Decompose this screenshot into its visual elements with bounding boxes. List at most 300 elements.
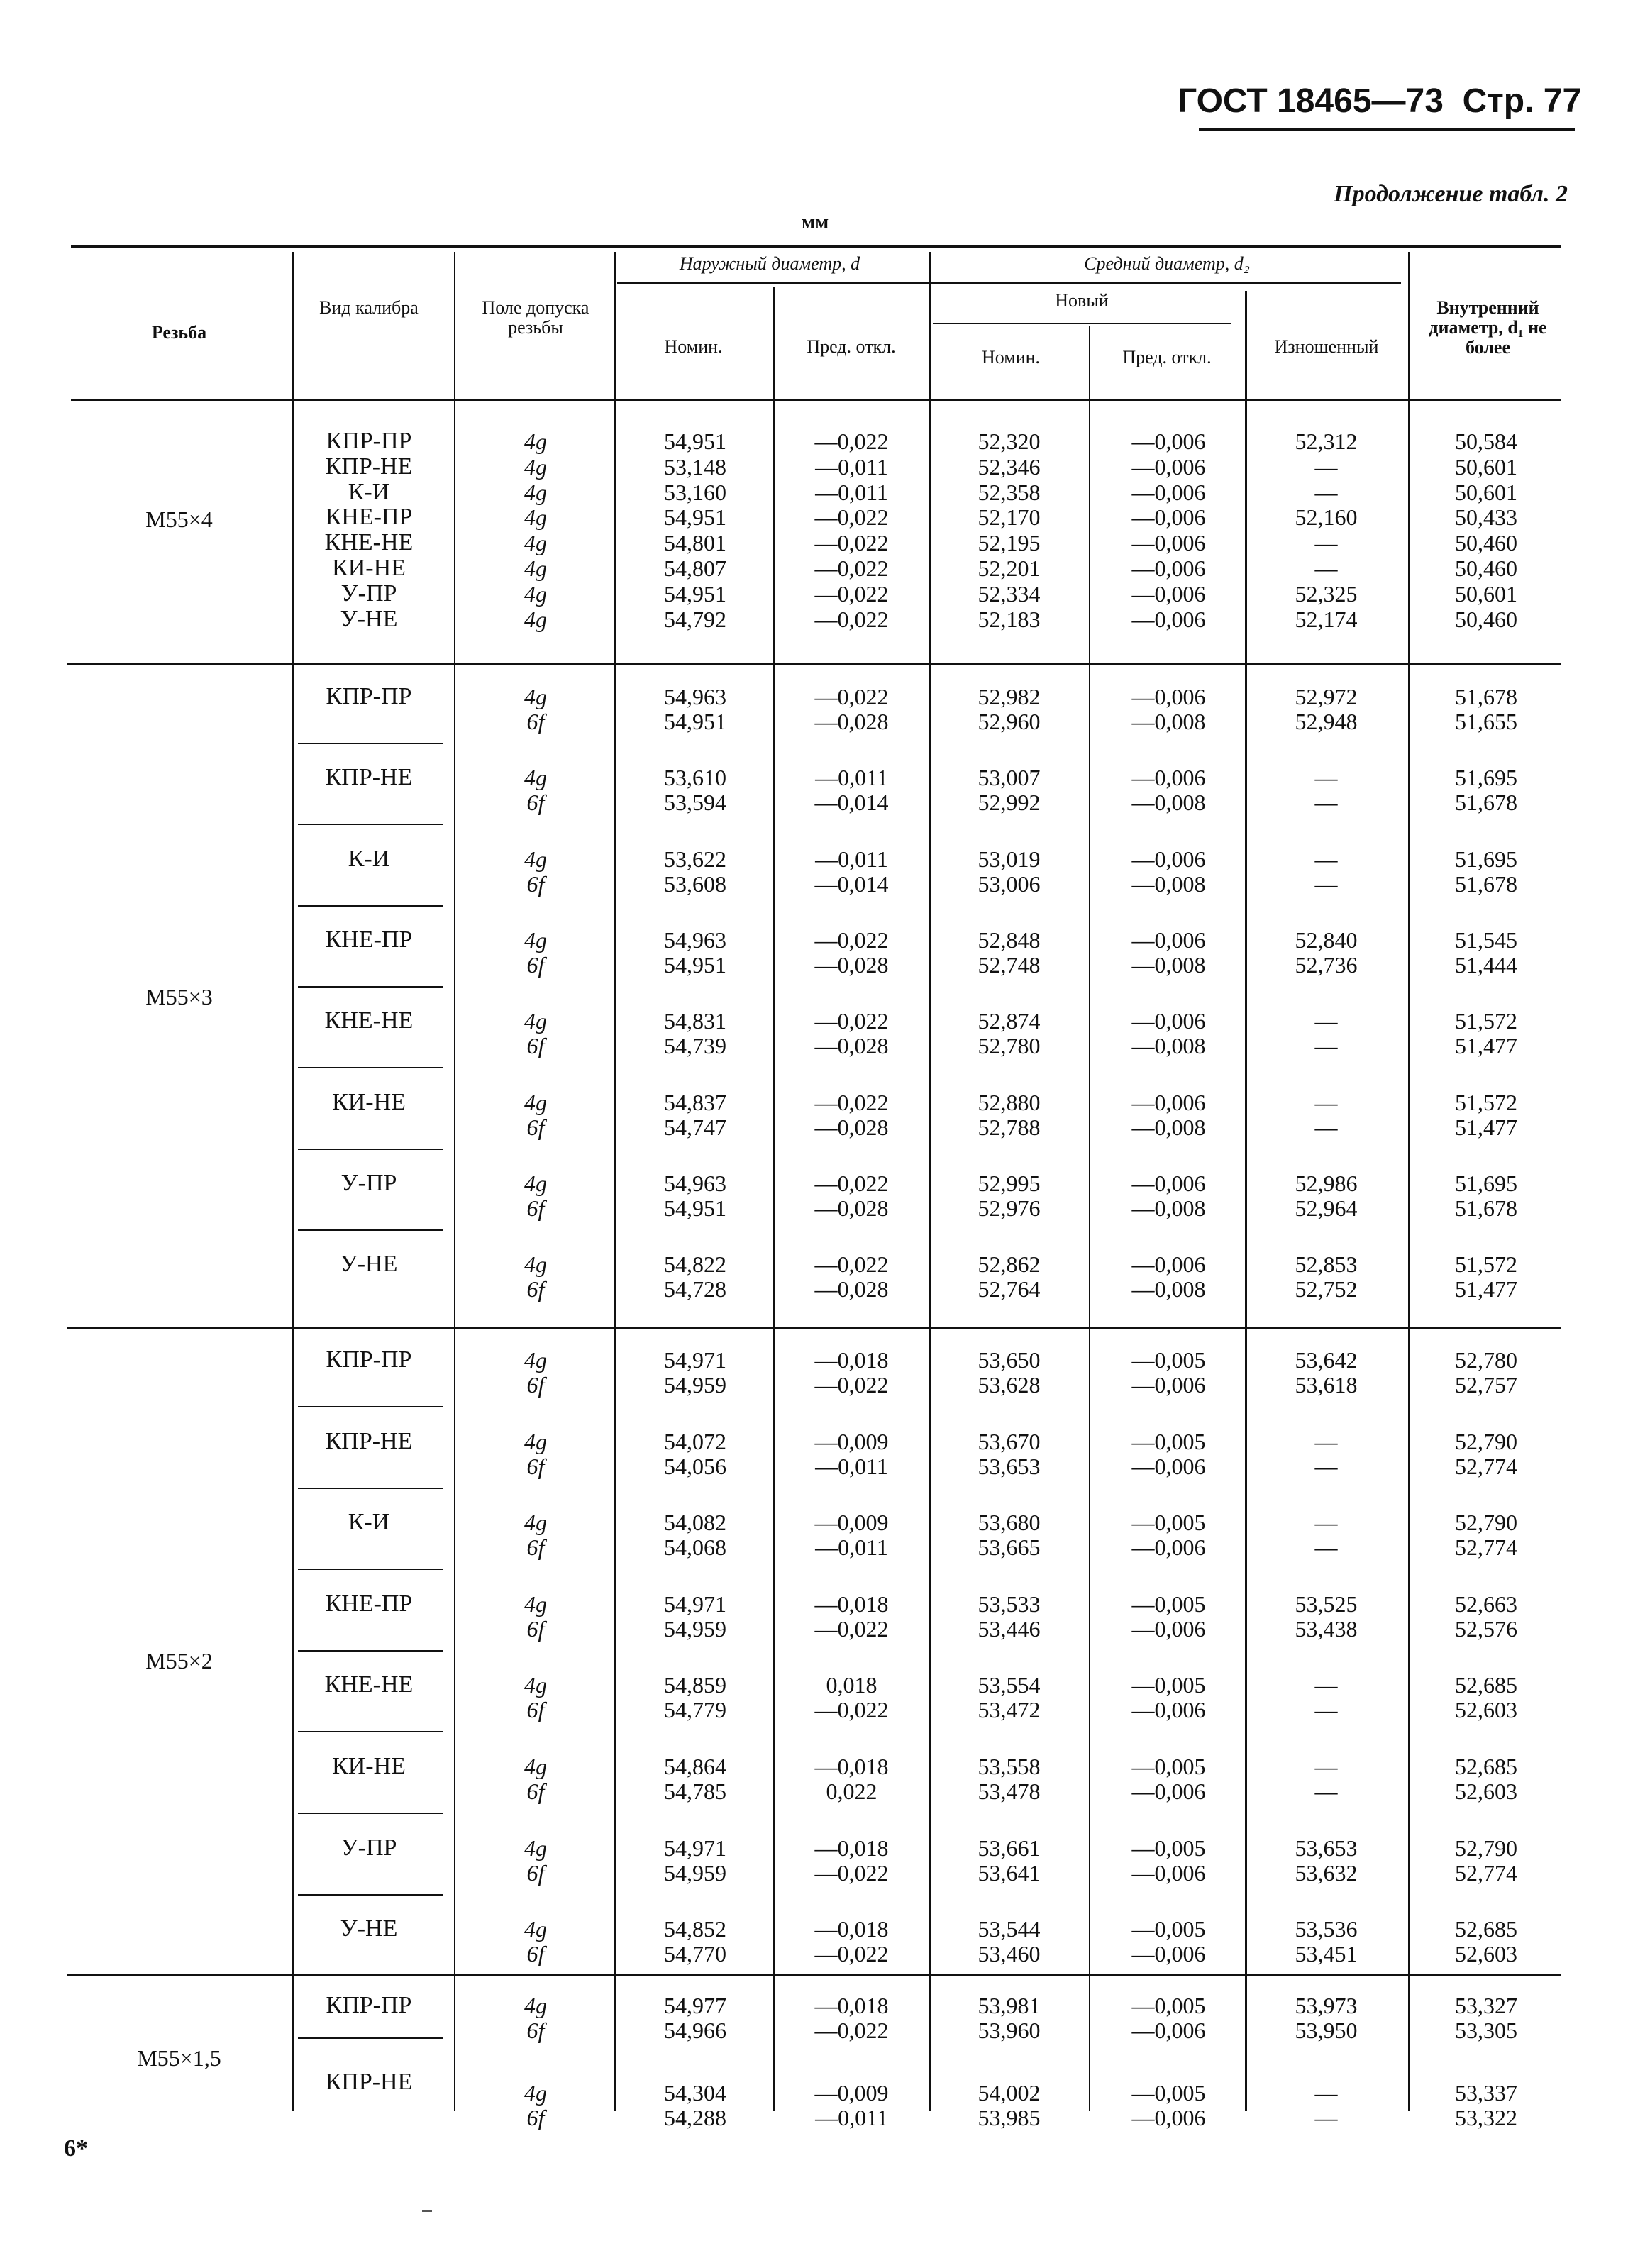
d-deviation-cell: —0,018 bbox=[814, 1754, 889, 1779]
d1-cell: 51,477 bbox=[1455, 1033, 1517, 1059]
d-deviation-cell: —0,009 bbox=[814, 1428, 889, 1454]
d-nominal-cell: 54,951 bbox=[664, 951, 726, 978]
d-deviation-cell: —0,022 bbox=[814, 1170, 889, 1196]
worn-cell: 52,948 bbox=[1295, 709, 1358, 734]
d1-cell: 52,780 bbox=[1455, 1347, 1517, 1373]
d2-nominal-cell: 53,641 bbox=[978, 1859, 1041, 1886]
d2-deviation-cell: —0,006 bbox=[1131, 1170, 1206, 1196]
d1-cell: 51,655 bbox=[1455, 709, 1517, 734]
d-nominal-cell: 54,785 bbox=[664, 1779, 726, 1804]
d2-nominal-cell: 53,960 bbox=[978, 2018, 1041, 2043]
d2-deviation-cell: —0,008 bbox=[1131, 709, 1206, 734]
d-deviation-cell: 0,018 bbox=[826, 1672, 877, 1698]
tolerance-cell: 6f bbox=[526, 1372, 545, 1398]
tolerance-cell: 4g bbox=[524, 530, 547, 556]
d2-nominal-cell: 53,680 bbox=[978, 1510, 1041, 1536]
gauge-divider bbox=[298, 1406, 443, 1407]
d1-cell: 52,757 bbox=[1455, 1372, 1517, 1398]
d-deviation-cell: —0,022 bbox=[814, 1697, 889, 1723]
d1-cell: 53,327 bbox=[1455, 1993, 1517, 2018]
d-nominal-cell: 54,977 bbox=[664, 1993, 726, 2018]
worn-cell: — bbox=[1314, 555, 1338, 581]
vline-7 bbox=[1245, 291, 1247, 2111]
d-deviation-cell: —0,022 bbox=[814, 1372, 889, 1398]
table-continuation: Продолжение табл. 2 bbox=[1334, 181, 1568, 207]
d-deviation-cell: —0,018 bbox=[814, 1993, 889, 2018]
d2-nominal-cell: 53,628 bbox=[978, 1372, 1041, 1398]
d2-nominal-cell: 52,748 bbox=[978, 951, 1041, 978]
gauge-divider bbox=[298, 2037, 443, 2039]
gauge-type-cell: К-И bbox=[348, 845, 390, 872]
worn-cell: 52,736 bbox=[1295, 951, 1358, 978]
d2-nominal-cell: 53,544 bbox=[978, 1916, 1041, 1942]
d1-cell: 52,685 bbox=[1455, 1672, 1517, 1698]
gauge-type-cell: У-НЕ bbox=[340, 1251, 398, 1278]
d1-cell: 52,603 bbox=[1455, 1697, 1517, 1723]
d-nominal-cell: 54,056 bbox=[664, 1453, 726, 1479]
d2-deviation-cell: —0,008 bbox=[1131, 1033, 1206, 1059]
d2-deviation-cell: —0,005 bbox=[1131, 2080, 1206, 2106]
page-header bbox=[1178, 82, 1581, 121]
gauge-type-cell: КПР-НЕ bbox=[325, 2069, 413, 2095]
d2-nominal-cell: 53,533 bbox=[978, 1591, 1041, 1617]
gauge-type-cell: КПР-НЕ bbox=[325, 764, 413, 791]
d1-cell: 52,790 bbox=[1455, 1835, 1517, 1861]
d2-deviation-cell: —0,006 bbox=[1131, 1251, 1206, 1278]
d-deviation-cell: —0,014 bbox=[814, 790, 889, 816]
d1-cell: 51,678 bbox=[1455, 684, 1517, 709]
d-nominal-cell: 53,622 bbox=[664, 846, 726, 872]
worn-cell: 53,618 bbox=[1295, 1372, 1358, 1398]
vline-6 bbox=[1089, 326, 1090, 2111]
d1-cell: 50,584 bbox=[1455, 428, 1517, 454]
d-deviation-cell: —0,022 bbox=[814, 580, 889, 607]
tolerance-cell: 4g bbox=[524, 504, 547, 531]
worn-cell: — bbox=[1314, 1697, 1338, 1723]
d-nominal-cell: 54,966 bbox=[664, 2018, 726, 2043]
d1-cell: 51,678 bbox=[1455, 870, 1517, 897]
d2-deviation-cell: —0,006 bbox=[1131, 1779, 1206, 1804]
d-deviation-cell: —0,022 bbox=[814, 1089, 889, 1115]
tolerance-cell: 6f bbox=[526, 870, 545, 897]
vline-8 bbox=[1408, 252, 1410, 2111]
gauge-type-cell: КНЕ-НЕ bbox=[324, 1007, 414, 1034]
d2-nominal-cell: 52,862 bbox=[978, 1251, 1041, 1278]
gauge-divider bbox=[298, 824, 443, 825]
d2-nominal-cell: 53,007 bbox=[978, 765, 1041, 791]
d2-nominal-cell: 53,554 bbox=[978, 1672, 1041, 1698]
d2-deviation-cell: —0,006 bbox=[1131, 1941, 1206, 1967]
d2-deviation-cell: —0,005 bbox=[1131, 1754, 1206, 1779]
worn-cell: 52,160 bbox=[1295, 504, 1358, 531]
d-nominal-cell: 54,739 bbox=[664, 1033, 726, 1059]
d2-deviation-cell: —0,006 bbox=[1131, 1089, 1206, 1115]
d-nominal-cell: 53,148 bbox=[664, 453, 726, 480]
gauge-divider bbox=[298, 1488, 443, 1489]
d2-deviation-cell: —0,006 bbox=[1131, 1534, 1206, 1561]
d2-deviation-cell: —0,005 bbox=[1131, 1347, 1206, 1373]
d2-nominal-cell: 52,848 bbox=[978, 926, 1041, 953]
worn-cell: 52,972 bbox=[1295, 684, 1358, 709]
d1-cell: 52,790 bbox=[1455, 1510, 1517, 1536]
vline-2 bbox=[454, 252, 455, 2111]
gost-number: ГОСТ 18465—73 bbox=[1178, 82, 1444, 120]
d-deviation-cell: —0,028 bbox=[814, 709, 889, 734]
d-nominal-cell: 54,082 bbox=[664, 1510, 726, 1536]
d-deviation-cell: —0,028 bbox=[814, 1195, 889, 1221]
gauge-type-cell: КНЕ-ПР bbox=[325, 926, 413, 953]
worn-cell: — bbox=[1314, 1008, 1338, 1034]
tolerance-cell: 4g bbox=[524, 1428, 547, 1454]
worn-cell: — bbox=[1314, 1754, 1338, 1779]
page-footnote: 6* bbox=[64, 2135, 88, 2162]
col-d-limit-deviation: Пред. откл. bbox=[807, 336, 896, 357]
d2-nominal-cell: 52,346 bbox=[978, 453, 1041, 480]
d1-cell: 51,477 bbox=[1455, 1276, 1517, 1302]
d-nominal-cell: 54,792 bbox=[664, 606, 726, 632]
worn-cell: — bbox=[1314, 453, 1338, 480]
worn-cell: — bbox=[1314, 790, 1338, 816]
d1-cell: 52,685 bbox=[1455, 1916, 1517, 1942]
worn-cell: 53,632 bbox=[1295, 1859, 1358, 1886]
d2-deviation-cell: —0,006 bbox=[1131, 530, 1206, 556]
d2-deviation-cell: —0,005 bbox=[1131, 1672, 1206, 1698]
gauge-divider bbox=[298, 1650, 443, 1652]
d-nominal-cell: 54,864 bbox=[664, 1754, 726, 1779]
gauge-type-cell: У-ПР bbox=[340, 580, 397, 607]
gauge-type-cell: КПР-ПР bbox=[326, 683, 412, 709]
worn-cell: 53,950 bbox=[1295, 2018, 1358, 2043]
tolerance-cell: 4g bbox=[524, 1008, 547, 1034]
col-pitch-diameter: Средний диаметр, d₂ bbox=[1084, 253, 1250, 274]
d-nominal-cell: 54,068 bbox=[664, 1534, 726, 1561]
d1-cell: 50,601 bbox=[1455, 453, 1517, 480]
tolerance-cell: 6f bbox=[526, 1615, 545, 1642]
new-rule bbox=[933, 323, 1231, 324]
tolerance-cell: 4g bbox=[524, 1170, 547, 1196]
d-deviation-cell: —0,022 bbox=[814, 684, 889, 709]
tolerance-cell: 4g bbox=[524, 1089, 547, 1115]
d1-cell: 51,572 bbox=[1455, 1251, 1517, 1278]
d-nominal-cell: 54,963 bbox=[664, 684, 726, 709]
tolerance-cell: 4g bbox=[524, 606, 547, 632]
d1-cell: 52,774 bbox=[1455, 1534, 1517, 1561]
d-nominal-cell: 54,837 bbox=[664, 1089, 726, 1115]
d-nominal-cell: 54,072 bbox=[664, 1428, 726, 1454]
print-mark bbox=[422, 2210, 432, 2212]
d1-cell: 52,603 bbox=[1455, 1941, 1517, 1967]
d-deviation-cell: —0,022 bbox=[814, 606, 889, 632]
d2-deviation-cell: —0,006 bbox=[1131, 1615, 1206, 1642]
d1-cell: 53,305 bbox=[1455, 2018, 1517, 2043]
d-nominal-cell: 54,747 bbox=[664, 1114, 726, 1140]
d2-deviation-cell: —0,006 bbox=[1131, 428, 1206, 454]
tolerance-cell: 6f bbox=[526, 1697, 545, 1723]
worn-cell: 52,853 bbox=[1295, 1251, 1358, 1278]
d-deviation-cell: —0,011 bbox=[815, 846, 888, 872]
d2-deviation-cell: —0,005 bbox=[1131, 1510, 1206, 1536]
d2-nominal-cell: 53,478 bbox=[978, 1779, 1041, 1804]
d-deviation-cell: —0,009 bbox=[814, 2080, 889, 2106]
worn-cell: 53,438 bbox=[1295, 1615, 1358, 1642]
d-deviation-cell: —0,011 bbox=[815, 2105, 888, 2130]
worn-cell: — bbox=[1314, 1779, 1338, 1804]
d1-cell: 51,545 bbox=[1455, 926, 1517, 953]
gauge-type-cell: КНЕ-НЕ bbox=[324, 1671, 414, 1698]
tolerance-cell: 6f bbox=[526, 1114, 545, 1140]
d1-cell: 50,601 bbox=[1455, 479, 1517, 505]
worn-cell: — bbox=[1314, 1033, 1338, 1059]
worn-cell: — bbox=[1314, 765, 1338, 791]
tolerance-cell: 4g bbox=[524, 453, 547, 480]
d-deviation-cell: —0,028 bbox=[814, 951, 889, 978]
d1-cell: 52,774 bbox=[1455, 1453, 1517, 1479]
col-outer-diameter: Наружный диаметр, d bbox=[679, 253, 860, 274]
d2-deviation-cell: —0,005 bbox=[1131, 1835, 1206, 1861]
d2-nominal-cell: 53,670 bbox=[978, 1428, 1041, 1454]
d2-nominal-cell: 52,992 bbox=[978, 790, 1041, 816]
gauge-divider bbox=[298, 905, 443, 907]
d1-cell: 50,433 bbox=[1455, 504, 1517, 531]
d1-cell: 53,322 bbox=[1455, 2105, 1517, 2130]
d2-nominal-cell: 53,985 bbox=[978, 2105, 1041, 2130]
col-worn: Изношенный bbox=[1274, 336, 1379, 357]
gauge-divider bbox=[298, 1813, 443, 1814]
tolerance-cell: 4g bbox=[524, 1347, 547, 1373]
d2-nominal-cell: 53,981 bbox=[978, 1993, 1041, 2018]
header-rule bbox=[1199, 128, 1575, 131]
d2-nominal-cell: 52,201 bbox=[978, 555, 1041, 581]
gauge-type-cell: КИ-НЕ bbox=[332, 1753, 406, 1779]
worn-cell: — bbox=[1314, 1453, 1338, 1479]
tolerance-cell: 4g bbox=[524, 926, 547, 953]
d-nominal-cell: 54,831 bbox=[664, 1008, 726, 1034]
d-deviation-cell: —0,022 bbox=[814, 926, 889, 953]
col-tolerance-field: Поле допуска резьбы bbox=[482, 297, 589, 338]
d2-nominal-cell: 52,334 bbox=[978, 580, 1041, 607]
d2-nominal-cell: 53,019 bbox=[978, 846, 1041, 872]
d1-cell: 51,572 bbox=[1455, 1008, 1517, 1034]
thread-label: M55×2 bbox=[145, 1648, 213, 1674]
d-nominal-cell: 54,963 bbox=[664, 926, 726, 953]
worn-cell: — bbox=[1314, 2080, 1338, 2106]
d2-deviation-cell: —0,005 bbox=[1131, 1916, 1206, 1942]
col-new: Новый bbox=[1055, 290, 1109, 311]
d2-deviation-cell: —0,005 bbox=[1131, 1993, 1206, 2018]
gauge-divider bbox=[298, 743, 443, 744]
d2-nominal-cell: 52,183 bbox=[978, 606, 1041, 632]
tolerance-cell: 6f bbox=[526, 951, 545, 978]
worn-cell: 53,973 bbox=[1295, 1993, 1358, 2018]
gauge-type-cell: КИ-НЕ bbox=[332, 1088, 406, 1115]
d2-deviation-cell: —0,008 bbox=[1131, 1276, 1206, 1302]
gauge-type-cell: У-НЕ bbox=[340, 1915, 398, 1942]
worn-cell: 53,451 bbox=[1295, 1941, 1358, 1967]
d-deviation-cell: —0,022 bbox=[814, 504, 889, 531]
gauge-type-cell: К-И bbox=[348, 478, 390, 505]
d2-deviation-cell: —0,006 bbox=[1131, 1008, 1206, 1034]
d2-deviation-cell: —0,006 bbox=[1131, 453, 1206, 480]
d1-cell: 50,460 bbox=[1455, 530, 1517, 556]
d1-cell: 52,663 bbox=[1455, 1591, 1517, 1617]
tolerance-cell: 4g bbox=[524, 1835, 547, 1861]
group-rule-2 bbox=[67, 1327, 1561, 1329]
col-gauge-type: Вид калибра bbox=[319, 297, 419, 318]
d-deviation-cell: —0,022 bbox=[814, 530, 889, 556]
d2-nominal-cell: 52,788 bbox=[978, 1114, 1041, 1140]
d1-cell: 51,695 bbox=[1455, 765, 1517, 791]
gauge-divider bbox=[298, 1067, 443, 1068]
d2-nominal-cell: 53,472 bbox=[978, 1697, 1041, 1723]
tolerance-cell: 4g bbox=[524, 1251, 547, 1278]
worn-cell: — bbox=[1314, 1672, 1338, 1698]
group-rule-3 bbox=[67, 1974, 1561, 1976]
worn-cell: — bbox=[1314, 870, 1338, 897]
gauge-divider bbox=[298, 986, 443, 988]
d-nominal-cell: 54,971 bbox=[664, 1591, 726, 1617]
d-nominal-cell: 54,959 bbox=[664, 1372, 726, 1398]
d-nominal-cell: 54,852 bbox=[664, 1916, 726, 1942]
worn-cell: — bbox=[1314, 1534, 1338, 1561]
d2-deviation-cell: —0,005 bbox=[1131, 1428, 1206, 1454]
d-nominal-cell: 53,594 bbox=[664, 790, 726, 816]
tolerance-cell: 4g bbox=[524, 684, 547, 709]
worn-cell: — bbox=[1314, 530, 1338, 556]
worn-cell: 52,325 bbox=[1295, 580, 1358, 607]
d-nominal-cell: 54,971 bbox=[664, 1347, 726, 1373]
col-inner-diameter: Внутренний диаметр, d₁ не более bbox=[1429, 297, 1547, 358]
tolerance-cell: 4g bbox=[524, 1591, 547, 1617]
tolerance-cell: 6f bbox=[526, 1779, 545, 1804]
d-nominal-cell: 54,304 bbox=[664, 2080, 726, 2106]
d-nominal-cell: 54,951 bbox=[664, 504, 726, 531]
group-rule-1 bbox=[67, 663, 1561, 665]
gauge-type-cell: КПР-НЕ bbox=[325, 1427, 413, 1454]
d-deviation-cell: —0,022 bbox=[814, 1941, 889, 1967]
vline-5 bbox=[929, 252, 931, 2111]
d-nominal-cell: 54,959 bbox=[664, 1615, 726, 1642]
d2-nominal-cell: 53,650 bbox=[978, 1347, 1041, 1373]
d-nominal-cell: 54,288 bbox=[664, 2105, 726, 2130]
d1-cell: 51,695 bbox=[1455, 846, 1517, 872]
d-deviation-cell: —0,018 bbox=[814, 1347, 889, 1373]
d-nominal-cell: 54,951 bbox=[664, 709, 726, 734]
d-deviation-cell: —0,014 bbox=[814, 870, 889, 897]
tolerance-cell: 6f bbox=[526, 1276, 545, 1302]
d1-cell: 52,774 bbox=[1455, 1859, 1517, 1886]
d1-cell: 50,601 bbox=[1455, 580, 1517, 607]
d2-nominal-cell: 53,558 bbox=[978, 1754, 1041, 1779]
worn-cell: — bbox=[1314, 2105, 1338, 2130]
d-deviation-cell: —0,022 bbox=[814, 1008, 889, 1034]
d2-nominal-cell: 52,960 bbox=[978, 709, 1041, 734]
d-nominal-cell: 53,608 bbox=[664, 870, 726, 897]
d-deviation-cell: —0,009 bbox=[814, 1510, 889, 1536]
d2-deviation-cell: —0,006 bbox=[1131, 684, 1206, 709]
d1-cell: 53,337 bbox=[1455, 2080, 1517, 2106]
outer-diameter-rule bbox=[617, 282, 936, 284]
worn-cell: 53,642 bbox=[1295, 1347, 1358, 1373]
gauge-divider bbox=[298, 1229, 443, 1231]
d1-cell: 51,477 bbox=[1455, 1114, 1517, 1140]
d1-cell: 52,685 bbox=[1455, 1754, 1517, 1779]
tolerance-cell: 4g bbox=[524, 1510, 547, 1536]
d1-cell: 51,695 bbox=[1455, 1170, 1517, 1196]
d2-nominal-cell: 52,358 bbox=[978, 479, 1041, 505]
worn-cell: — bbox=[1314, 1510, 1338, 1536]
d-deviation-cell: —0,011 bbox=[815, 479, 888, 505]
d2-nominal-cell: 53,446 bbox=[978, 1615, 1041, 1642]
worn-cell: 52,840 bbox=[1295, 926, 1358, 953]
d2-deviation-cell: —0,006 bbox=[1131, 504, 1206, 531]
d-deviation-cell: —0,011 bbox=[815, 765, 888, 791]
d1-cell: 51,572 bbox=[1455, 1089, 1517, 1115]
d-deviation-cell: —0,018 bbox=[814, 1916, 889, 1942]
col-d2-nominal: Номин. bbox=[981, 347, 1041, 367]
tolerance-cell: 4g bbox=[524, 1993, 547, 2018]
d2-deviation-cell: —0,008 bbox=[1131, 1195, 1206, 1221]
d-deviation-cell: —0,011 bbox=[815, 1453, 888, 1479]
thread-label: M55×3 bbox=[145, 984, 213, 1010]
d2-nominal-cell: 52,880 bbox=[978, 1089, 1041, 1115]
gauge-type-cell: КИ-НЕ bbox=[332, 555, 406, 581]
d2-deviation-cell: —0,006 bbox=[1131, 1697, 1206, 1723]
d2-deviation-cell: —0,008 bbox=[1131, 1114, 1206, 1140]
gauge-type-cell: КНЕ-НЕ bbox=[324, 529, 414, 556]
gauge-type-cell: КПР-ПР bbox=[326, 1346, 412, 1373]
gauge-type-cell: КНЕ-ПР bbox=[325, 504, 413, 531]
d2-nominal-cell: 53,661 bbox=[978, 1835, 1041, 1861]
d-nominal-cell: 54,963 bbox=[664, 1170, 726, 1196]
d-nominal-cell: 54,951 bbox=[664, 428, 726, 454]
d-nominal-cell: 53,610 bbox=[664, 765, 726, 791]
col-d2-limit-deviation: Пред. откл. bbox=[1122, 347, 1212, 367]
d-nominal-cell: 54,807 bbox=[664, 555, 726, 581]
d-nominal-cell: 54,770 bbox=[664, 1941, 726, 1967]
d2-nominal-cell: 52,195 bbox=[978, 530, 1041, 556]
d-deviation-cell: —0,018 bbox=[814, 1591, 889, 1617]
vline-3 bbox=[614, 252, 616, 2111]
d2-deviation-cell: —0,008 bbox=[1131, 951, 1206, 978]
d1-cell: 51,678 bbox=[1455, 1195, 1517, 1221]
gauge-type-cell: КПР-ПР bbox=[326, 428, 412, 454]
d2-deviation-cell: —0,006 bbox=[1131, 580, 1206, 607]
d-nominal-cell: 54,728 bbox=[664, 1276, 726, 1302]
d1-cell: 51,444 bbox=[1455, 951, 1517, 978]
d-nominal-cell: 54,951 bbox=[664, 580, 726, 607]
d-deviation-cell: —0,011 bbox=[815, 1534, 888, 1561]
d2-deviation-cell: —0,006 bbox=[1131, 926, 1206, 953]
d2-deviation-cell: —0,006 bbox=[1131, 1859, 1206, 1886]
d2-nominal-cell: 52,780 bbox=[978, 1033, 1041, 1059]
d1-cell: 50,460 bbox=[1455, 606, 1517, 632]
d2-deviation-cell: —0,006 bbox=[1131, 2018, 1206, 2043]
gauge-divider bbox=[298, 1569, 443, 1570]
worn-cell: 53,536 bbox=[1295, 1916, 1358, 1942]
gauge-divider bbox=[298, 1894, 443, 1896]
d-nominal-cell: 54,959 bbox=[664, 1859, 726, 1886]
gauge-divider bbox=[298, 1149, 443, 1150]
d2-deviation-cell: —0,006 bbox=[1131, 765, 1206, 791]
d2-nominal-cell: 53,006 bbox=[978, 870, 1041, 897]
col-thread: Резьба bbox=[151, 322, 207, 343]
gauge-type-cell: У-ПР bbox=[340, 1834, 397, 1861]
pitch-diameter-rule bbox=[926, 282, 1401, 284]
d-nominal-cell: 54,801 bbox=[664, 530, 726, 556]
d2-deviation-cell: —0,006 bbox=[1131, 1453, 1206, 1479]
d2-deviation-cell: —0,006 bbox=[1131, 2105, 1206, 2130]
d1-cell: 52,603 bbox=[1455, 1779, 1517, 1804]
